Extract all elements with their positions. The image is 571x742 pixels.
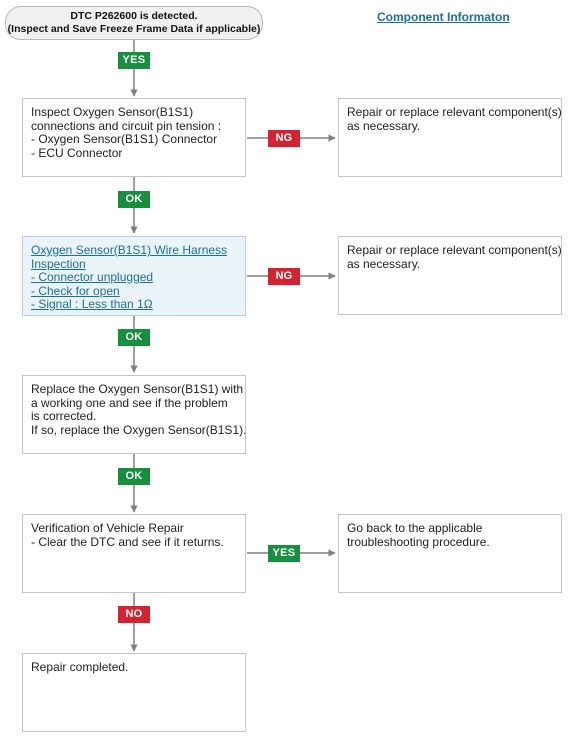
outcome-line: as necessary. <box>347 118 421 133</box>
connector-unplugged-link[interactable]: - Connector unplugged <box>31 270 154 284</box>
badge-yes-verify: YES <box>268 545 300 562</box>
outcome-repair-replace-1 <box>338 98 562 177</box>
outcome-line: Repair or replace relevant component(s) <box>347 105 562 119</box>
harness-inspection-link[interactable]: Oxygen Sensor(B1S1) Wire Harness <box>31 243 228 257</box>
start-title: DTC P262600 is detected. <box>70 10 198 22</box>
harness-inspection-link[interactable]: Inspection <box>31 256 86 271</box>
outcome-line: Repair or replace relevant component(s) <box>347 243 562 257</box>
signal-check-link[interactable]: - Signal : Less than 1Ω <box>31 297 153 311</box>
badge-ok-2: OK <box>118 329 150 346</box>
badge-ng-1: NG <box>268 130 300 147</box>
step-wire-harness-inspection <box>22 236 246 316</box>
step-inspect-connections <box>22 98 246 177</box>
step-line: - Clear the DTC and see if it returns. <box>31 534 224 549</box>
step-line: Replace the Oxygen Sensor(B1S1) with <box>31 382 244 396</box>
badge-yes-start: YES <box>118 52 150 69</box>
step-line: If so, replace the Oxygen Sensor(B1S1). <box>31 422 247 437</box>
step-replace-sensor <box>22 375 246 454</box>
start-subtitle: (Inspect and Save Freeze Frame Data if applicable) <box>7 23 261 35</box>
step-line: - ECU Connector <box>31 145 123 160</box>
step-line: Repair completed. <box>31 660 129 674</box>
step-line: Inspect Oxygen Sensor(B1S1) <box>31 105 194 119</box>
badge-no-verify: NO <box>118 606 150 623</box>
badge-ng-2: NG <box>268 268 300 285</box>
step-line: is corrected. <box>31 409 97 423</box>
step-verification <box>22 514 246 593</box>
badge-ok-3: OK <box>118 468 150 485</box>
outcome-line: Go back to the applicable <box>347 521 483 535</box>
outcome-line: as necessary. <box>347 256 421 271</box>
start-node <box>5 6 263 40</box>
check-for-open-link[interactable]: - Check for open <box>31 283 120 298</box>
step-line: Verification of Vehicle Repair <box>31 521 184 535</box>
step-line: - Oxygen Sensor(B1S1) Connector <box>31 132 218 146</box>
outcome-go-back <box>338 514 562 593</box>
step-line: connections and circuit pin tension : <box>31 118 222 133</box>
badge-ok-1: OK <box>118 191 150 208</box>
step-line: a working one and see if the problem <box>31 395 228 410</box>
component-information-link[interactable]: Component Informaton <box>377 10 510 24</box>
outcome-repair-replace-2 <box>338 236 562 315</box>
outcome-line: troubleshooting procedure. <box>347 534 490 549</box>
step-repair-completed <box>22 653 246 732</box>
